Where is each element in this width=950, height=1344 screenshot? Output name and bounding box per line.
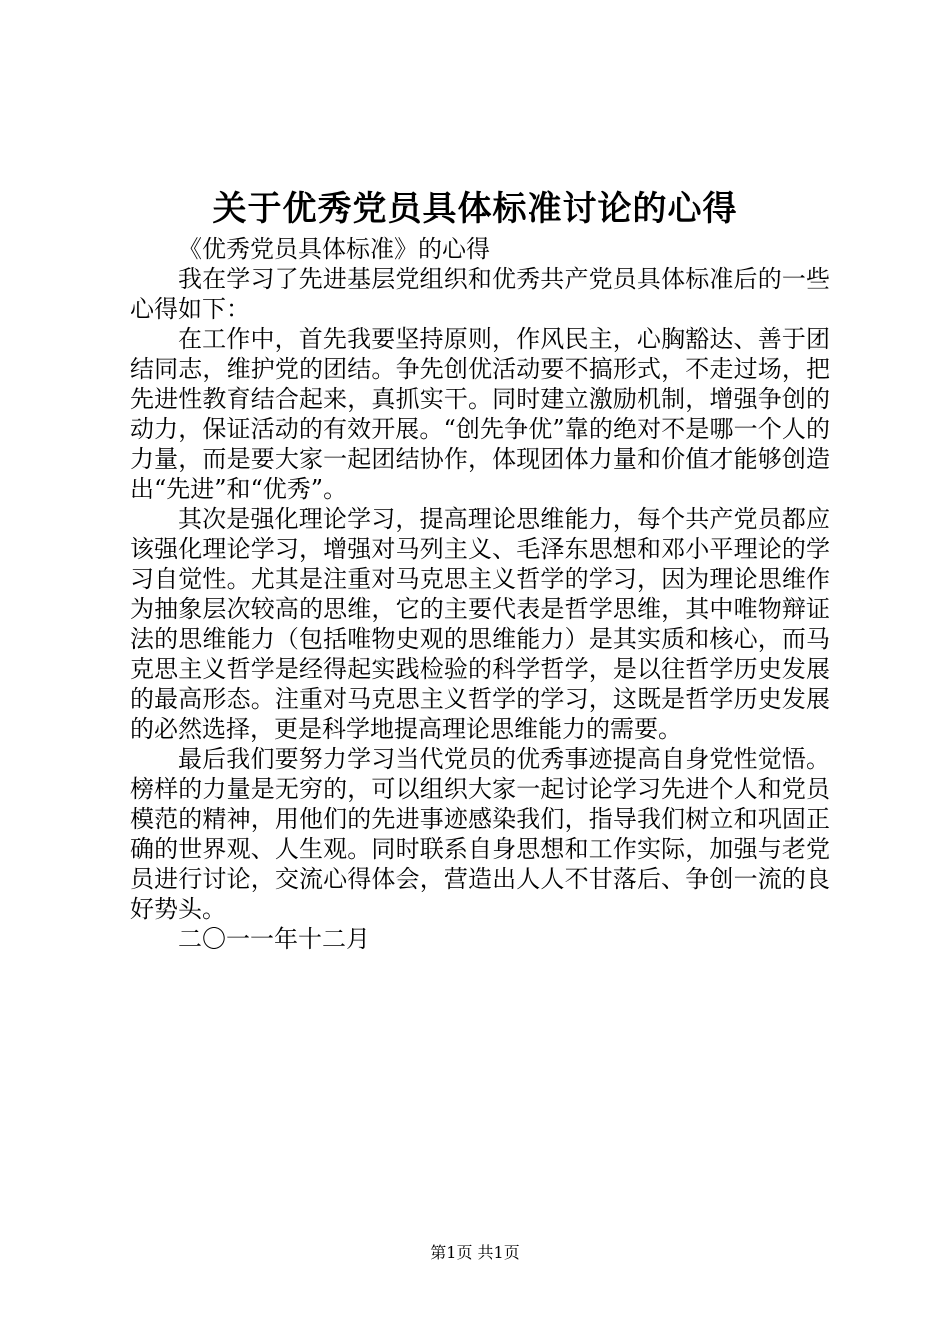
example-paragraph: 最后我们要努力学习当代党员的优秀事迹提高自身党性觉悟。榜样的力量是无穷的，可以组织大家一起讨论学习先进个人和党员模范的精神，用他们的先进事迹感染我们，指导我们树立和巩固正确的世界观、人生观。同时联系自身思想和工作实际，加强与老党员进行讨论，交流心得体会，营造出人人不甘落后、争创一流的良好势头。	[130, 745, 830, 923]
date-line: 二〇一一年十二月	[178, 925, 370, 953]
page-footer: 第1页 共1页	[430, 1243, 520, 1262]
work-paragraph: 在工作中，首先我要坚持原则，作风民主，心胸豁达、善于团结同志，维护党的团结。争先创优活动要不搞形式，不走过场，把先进性教育结合起来，真抓实干。同时建立激励机制，增强争创的动力，保证活动的有效开展。“创先争优”靠的绝对不是哪一个人的力量，而是要大家一起团结协作，体现团体力量和价值才能够创造出“先进”和“优秀”。	[130, 325, 830, 503]
intro-paragraph: 我在学习了先进基层党组织和优秀共产党员具体标准后的一些心得如下：	[130, 265, 830, 323]
document-body	[130, 234, 830, 954]
document-title: 关于优秀党员具体标准讨论的心得	[212, 189, 738, 229]
subtitle-paragraph: 《优秀党员具体标准》的心得	[178, 235, 490, 263]
theory-paragraph: 其次是强化理论学习，提高理论思维能力，每个共产党员都应该强化理论学习，增强对马列主义、毛泽东思想和邓小平理论的学习自觉性。尤其是注重对马克思主义哲学的学习，因为理论思维作为抽象层次较高的思维，它的主要代表是哲学思维，其中唯物辩证法的思维能力（包括唯物史观的思维能力）是其实质和核心，而马克思主义哲学是经得起实践检验的科学哲学，是以往哲学历史发展的最高形态。注重对马克思主义哲学的学习，这既是哲学历史发展的必然选择，更是科学地提高理论思维能力的需要。	[130, 505, 830, 743]
